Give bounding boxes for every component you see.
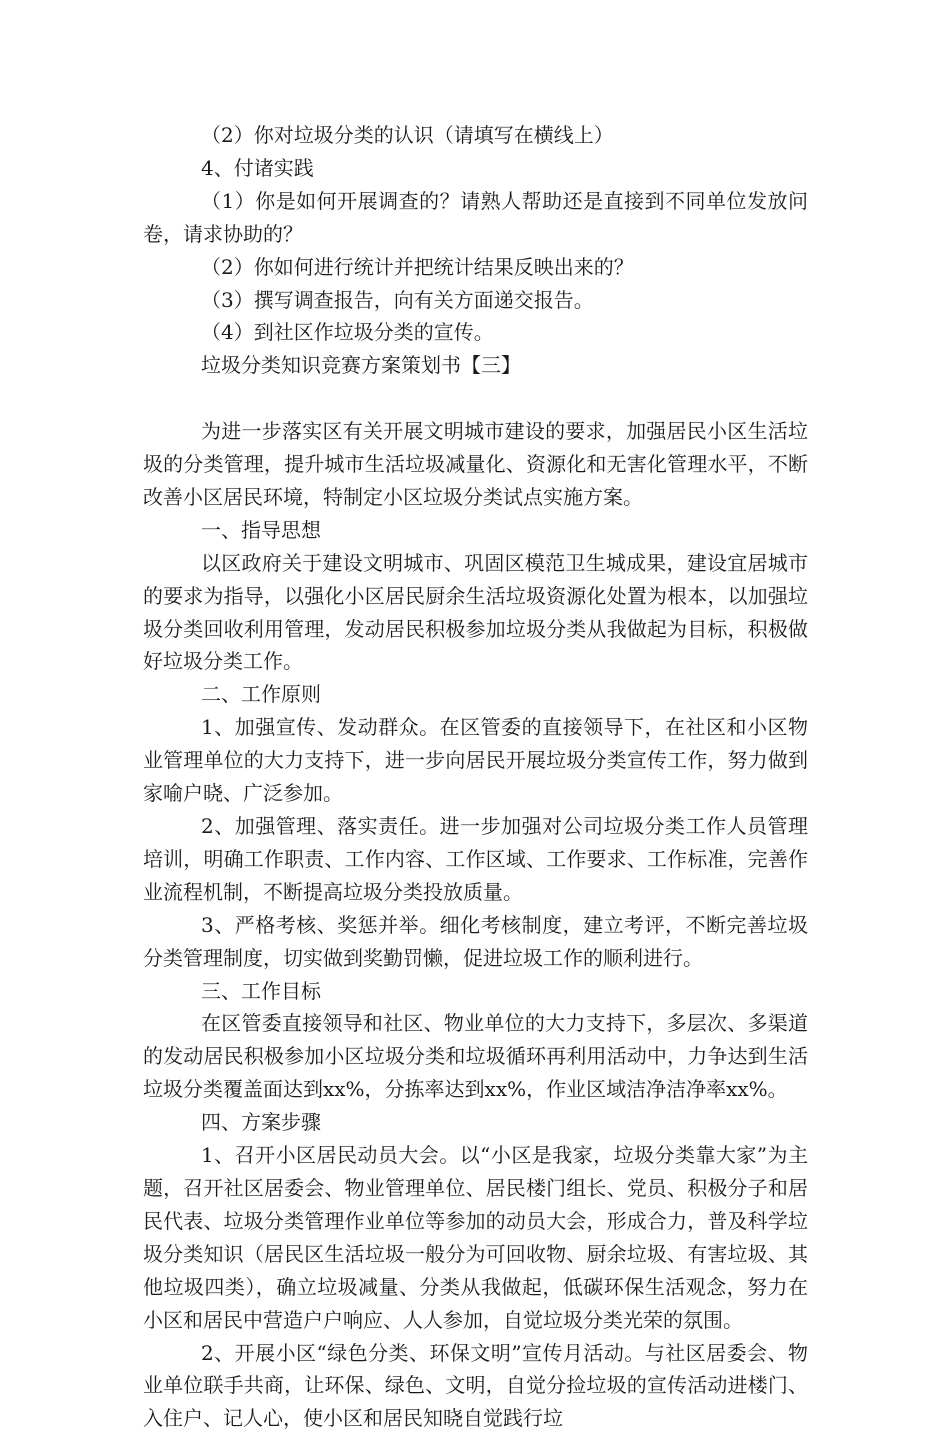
paragraph: （2）你对垃圾分类的认识（请填写在横线上） (201, 123, 614, 147)
paragraph: 以区政府关于建设文明城市、巩固区模范卫生城成果，建设宜居城市的要求为指导，以强化小区居民厨余生活垃圾资源化处置为根本，以加强垃圾分类回收利用管理，发动居民积极参加垃圾分类从我做起为目标，积极做好垃圾分类工作。 (143, 550, 808, 674)
paragraph: 4、付诸实践 (201, 155, 314, 180)
document-body (143, 119, 808, 1435)
heading: 二、工作原则 (201, 682, 321, 707)
paragraph: （4）到社区作垃圾分类的宣传。 (201, 320, 494, 345)
heading: 一、指导思想 (201, 517, 321, 542)
paragraph: 2、加强管理、落实责任。进一步加强对公司垃圾分类工作人员管理培训，明确工作职责、工作内容、工作区域、工作要求、工作标准，完善作业流程机制，不断提高垃圾分类投放质量。 (143, 814, 808, 904)
paragraph: 3、严格考核、奖惩并举。细化考核制度，建立考评，不断完善垃圾分类管理制度，切实做到奖勤罚懒，促进垃圾工作的顺利进行。 (143, 912, 808, 970)
paragraph: 1、召开小区居民动员大会。以“小区是我家，垃圾分类靠大家”为主题，召开社区居委会、物业管理单位、居民楼门组长、党员、积极分子和居民代表、垃圾分类管理作业单位等参加的动员大会，形成合力，普及科学垃圾分类知识（居民区生活垃圾一般分为可回收物、厨余垃圾、有害垃圾、其他垃圾四类），确立垃圾减量、分类从我做起，低碳环保生活观念，努力在小区和居民中营造户户响应、人人参加，自觉垃圾分类光荣的氛围。 (143, 1143, 808, 1332)
paragraph: （2）你如何进行统计并把统计结果反映出来的？ (201, 254, 634, 279)
paragraph: （3）撰写调查报告，向有关方面递交报告。 (201, 287, 594, 312)
paragraph: （1）你是如何开展调查的？请熟人帮助还是直接到不同单位发放问卷，请求协助的？ (143, 188, 808, 246)
section-title: 垃圾分类知识竞赛方案策划书【三】 (201, 353, 521, 378)
heading: 四、方案步骤 (201, 1110, 321, 1135)
paragraph: 2、开展小区“绿色分类、环保文明”宣传月活动。与社区居委会、物业单位联手共商，让环保、绿色、文明，自觉分捡垃圾的宣传活动进楼门、入住户、记人心，使小区和居民知晓自觉践行垃 (143, 1340, 808, 1431)
paragraph: 在区管委直接领导和社区、物业单位的大力支持下，多层次、多渠道的发动居民积极参加小区垃圾分类和垃圾循环再利用活动中，力争达到生活垃圾分类覆盖面达到xx%，分拣率达到xx%，作业区域洁净洁净率xx%。 (143, 1011, 808, 1102)
blank-line (143, 382, 808, 415)
heading: 三、工作目标 (201, 978, 321, 1003)
paragraph: 1、加强宣传、发动群众。在区管委的直接领导下，在社区和小区物业管理单位的大力支持下，进一步向居民开展垃圾分类宣传工作，努力做到家喻户晓、广泛参加。 (143, 715, 808, 806)
paragraph: 为进一步落实区有关开展文明城市建设的要求，加强居民小区生活垃圾的分类管理，提升城市生活垃圾减量化、资源化和无害化管理水平，不断改善小区居民环境，特制定小区垃圾分类试点实施方案。 (143, 419, 808, 509)
